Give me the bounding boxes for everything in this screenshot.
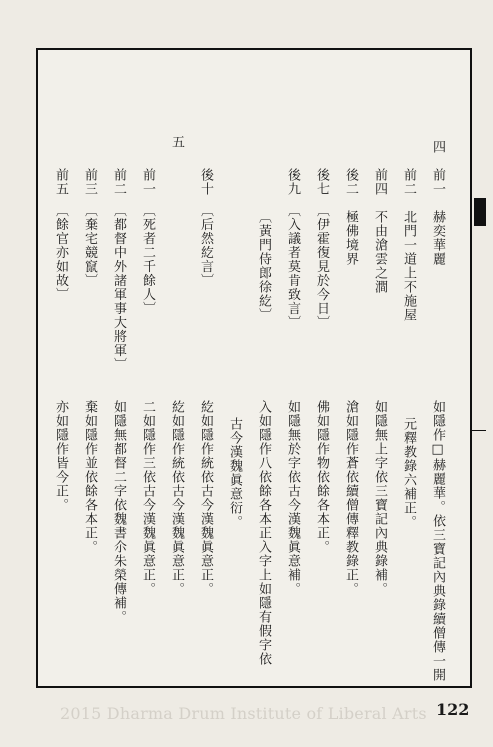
footer-watermark: 2015 Dharma Drum Institute of Liberal Arts	[60, 704, 427, 723]
note-column: 紇如隱作統依古今漢魏眞意正。	[198, 400, 213, 596]
entry-column: 後九 〔入議者莫肯致言〕	[285, 168, 300, 330]
entry-column: 〔黃門侍郎徐紇〕	[256, 210, 271, 322]
entry-column: 前五 〔餘官亦如故〕	[53, 168, 68, 302]
entry-column: 後七 〔伊霍復見於今日〕	[314, 168, 329, 330]
entry-column: 前二 〔都督中外諸軍事大將軍〕	[111, 168, 126, 372]
page-tab	[474, 198, 486, 226]
note-column: 如隱無上字依三寶記內典錄補。	[372, 400, 387, 596]
note-column: 入如隱作八依餘各本正入字上如隱有假字依	[256, 400, 271, 666]
entry-column: 四 前一 赫奕華麗	[430, 140, 445, 266]
note-column: 古今漢魏眞意衍。	[227, 417, 242, 529]
entry-column: 五	[169, 135, 184, 149]
entry-column: 前二 北門一道上不施屋	[401, 168, 416, 322]
binding-line	[470, 60, 472, 230]
note-column: 棄如隱作並依餘各本正。	[82, 400, 97, 554]
entry-column: 後二 極佛境界	[343, 168, 358, 266]
page-frame	[36, 48, 472, 688]
entry-column: 後十 〔后然紇言〕	[198, 168, 213, 288]
note-column: 如隱作□赫麗華。依三寶記內典錄續僧傳一開	[430, 400, 445, 682]
note-column: 紇如隱作統依古今漢魏眞意正。	[169, 400, 184, 596]
note-column: 二如隱作三依古今漢魏眞意正。	[140, 400, 155, 596]
entry-column: 前三 〔棄宅競竄〕	[82, 168, 97, 288]
page-number: 122	[436, 700, 470, 719]
note-column: 亦如隱作皆今正。	[53, 400, 68, 512]
note-column: 滄如隱作蒼依續僧傳釋教錄正。	[343, 400, 358, 596]
note-column: 如隱無都督二字依魏書尒朱榮傳補。	[111, 400, 126, 624]
note-column: 如隱無於字依古今漢魏眞意補。	[285, 400, 300, 596]
entry-column: 前一 〔死者二千餘人〕	[140, 168, 155, 316]
note-column: 元釋教錄六補正。	[401, 417, 416, 529]
note-column: 佛如隱作物依餘各本正。	[314, 400, 329, 554]
margin-rule	[472, 430, 486, 431]
entry-column: 前四 不由滄雲之澗	[372, 168, 387, 294]
